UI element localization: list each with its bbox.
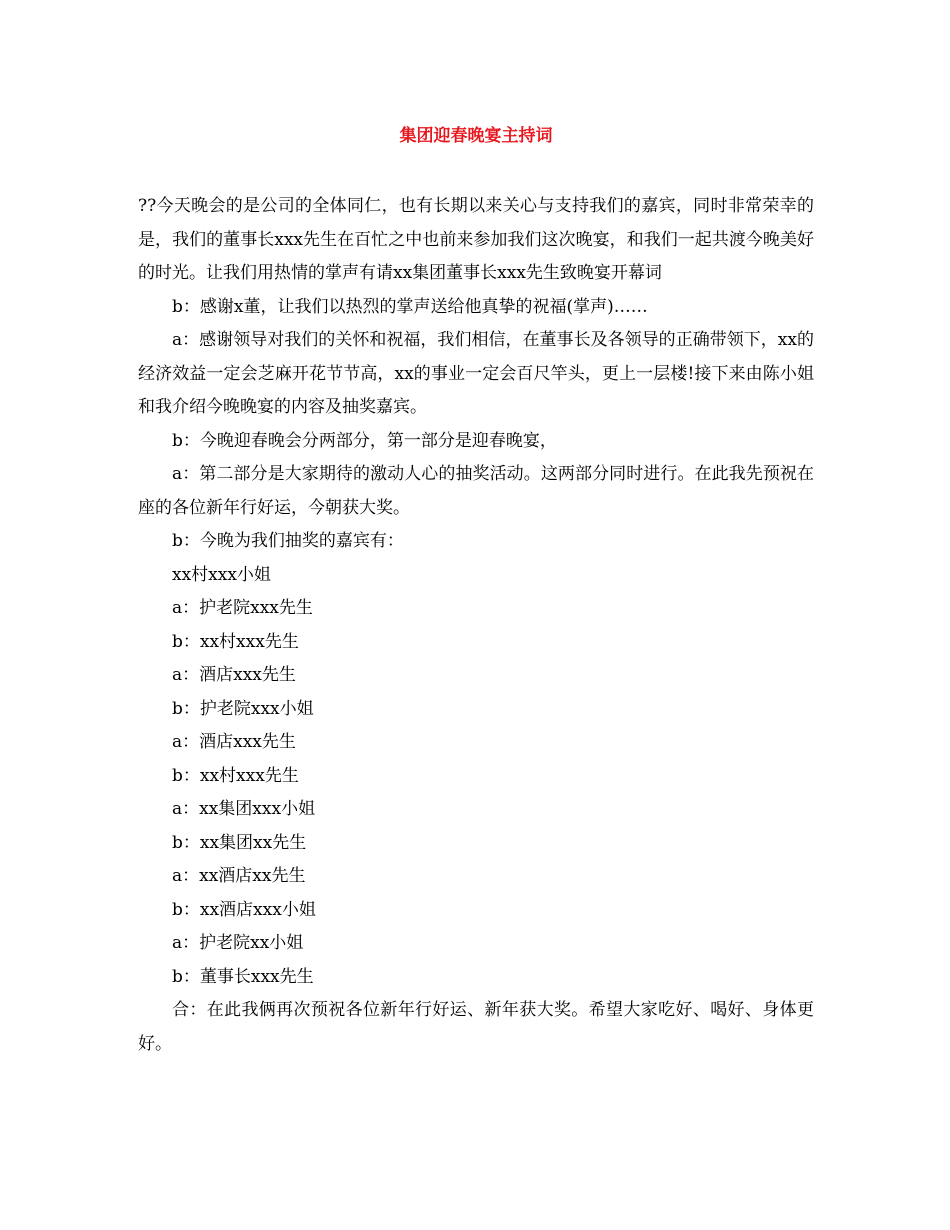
paragraph: b：今晚迎春晚会分两部分，第一部分是迎春晚宴，: [172, 430, 557, 451]
paragraph: xx村xxx小姐: [172, 564, 271, 585]
paragraph: b：xx村xxx先生: [172, 765, 299, 786]
paragraph: a：酒店xxx先生: [172, 732, 296, 752]
paragraph: b：今晚为我们抽奖的嘉宾有：: [172, 531, 404, 551]
paragraph: b：感谢x董，让我们以热烈的掌声送给他真挚的祝福(掌声)……: [172, 296, 648, 317]
document-title: 集团迎春晚宴主持词: [399, 126, 553, 146]
paragraph: ??今天晚会的是公司的全体同仁，也有长期以来关心与支持我们的嘉宾，同时非常荣幸的是，我们的董事长xxx先生在百忙之中也前来参加我们这次晚宴，和我们一起共渡今晚美好的时光。让我们用热情的掌声有请xx集团董事长xxx先生致晚宴开幕词: [138, 196, 814, 283]
paragraph: b：xx村xxx先生: [172, 631, 299, 652]
paragraph: b：董事长xxx先生: [172, 966, 314, 987]
paragraph: a：第二部分是大家期待的激动人心的抽奖活动。这两部分同时进行。在此我先预祝在座的各位新年行好运，今朝获大奖。: [138, 464, 814, 518]
document-body: [138, 190, 814, 1061]
paragraph: b：xx集团xx先生: [172, 832, 307, 853]
paragraph: 合：在此我俩再次预祝各位新年行好运、新年获大奖。希望大家吃好、喝好、身体更好。: [138, 1000, 814, 1054]
paragraph: b：护老院xxx小姐: [172, 698, 314, 719]
paragraph: b：xx酒店xxx小姐: [172, 899, 316, 920]
paragraph: a：护老院xxx先生: [172, 598, 313, 618]
paragraph: a：酒店xxx先生: [172, 665, 296, 685]
paragraph: a：xx酒店xx先生: [172, 866, 306, 886]
paragraph: a：感谢领导对我们的关怀和祝福，我们相信，在董事长及各领导的正确带领下，xx的经济效益一定会芝麻开花节节高，xx的事业一定会百尺竿头，更上一层楼!接下来由陈小姐和我介绍今晚晚宴的内容及抽奖嘉宾。: [138, 330, 814, 417]
paragraph: a：护老院xx小姐: [172, 933, 304, 953]
paragraph: a：xx集团xxx小姐: [172, 799, 316, 819]
